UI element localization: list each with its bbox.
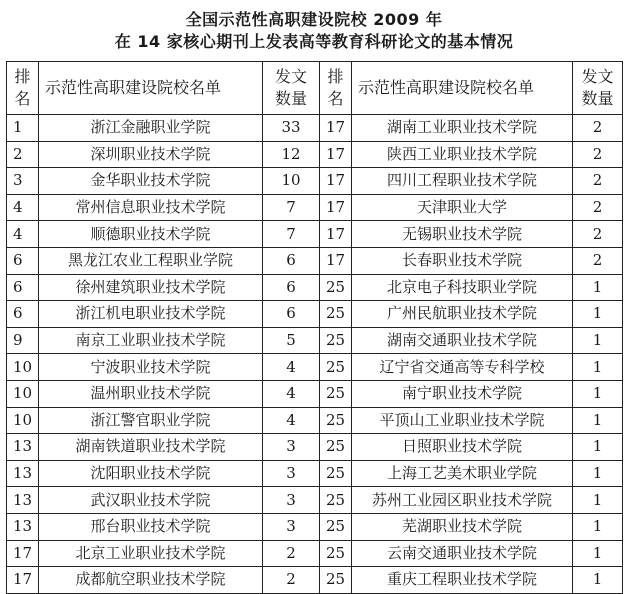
college-name-cell: 金华职业技术学院 — [39, 168, 263, 195]
college-name-cell: 常州信息职业技术学院 — [39, 194, 263, 221]
table-row — [7, 301, 623, 328]
table-row — [7, 513, 623, 540]
count-header: 发文 数量 — [263, 62, 320, 115]
college-name-cell: 武汉职业技术学院 — [39, 487, 263, 514]
count-cell: 1 — [573, 301, 623, 328]
table-row — [7, 141, 623, 168]
college-name-cell: 日照职业技术学院 — [352, 434, 573, 461]
count-cell: 6 — [263, 247, 320, 274]
title-line-2: 在 14 家核心期刊上发表高等教育科研论文的基本情况 — [114, 32, 514, 51]
rank-cell: 17 — [320, 168, 352, 195]
count-cell: 2 — [263, 567, 320, 594]
college-name-cell: 辽宁省交通高等专科学校 — [352, 354, 573, 381]
table-row — [7, 487, 623, 514]
count-cell: 4 — [263, 380, 320, 407]
college-name-cell: 四川工程职业技术学院 — [352, 168, 573, 195]
count-cell: 10 — [263, 168, 320, 195]
count-cell: 3 — [263, 487, 320, 514]
college-name-cell: 广州民航职业技术学院 — [352, 301, 573, 328]
college-name-cell: 北京工业职业技术学院 — [39, 540, 263, 567]
rank-cell: 25 — [320, 540, 352, 567]
college-name-cell: 天津职业大学 — [352, 194, 573, 221]
header-row — [7, 62, 623, 115]
table-row — [7, 354, 623, 381]
table-row — [7, 247, 623, 274]
count-cell: 1 — [573, 540, 623, 567]
rank-cell: 25 — [320, 327, 352, 354]
title-line-1: 全国示范性高职建设院校 2009 年 — [185, 10, 443, 29]
count-header-2: 发文 数量 — [573, 62, 623, 115]
count-cell: 2 — [573, 247, 623, 274]
count-cell: 2 — [573, 141, 623, 168]
table-row — [7, 327, 623, 354]
college-name-cell: 邢台职业技术学院 — [39, 513, 263, 540]
college-name-cell: 南京工业职业技术学院 — [39, 327, 263, 354]
count-cell: 1 — [573, 354, 623, 381]
count-cell: 1 — [573, 274, 623, 301]
table-row — [7, 460, 623, 487]
count-cell: 4 — [263, 407, 320, 434]
rank-cell: 25 — [320, 354, 352, 381]
table-row — [7, 115, 623, 142]
college-name-cell: 重庆工程职业技术学院 — [352, 567, 573, 594]
rank-header: 排 名 — [7, 62, 39, 115]
college-name-cell: 湖南铁道职业技术学院 — [39, 434, 263, 461]
count-cell: 2 — [573, 168, 623, 195]
table-row — [7, 567, 623, 594]
table-row — [7, 221, 623, 248]
college-name-cell: 沈阳职业技术学院 — [39, 460, 263, 487]
name-header: 示范性高职建设院校名单 — [39, 62, 263, 115]
rank-cell: 6 — [7, 274, 39, 301]
count-cell: 33 — [263, 115, 320, 142]
college-name-cell: 上海工艺美术职业学院 — [352, 460, 573, 487]
count-cell: 1 — [573, 327, 623, 354]
count-cell: 3 — [263, 513, 320, 540]
count-cell: 1 — [573, 513, 623, 540]
table-row — [7, 194, 623, 221]
rank-header-2: 排 名 — [320, 62, 352, 115]
rank-cell: 9 — [7, 327, 39, 354]
rank-cell: 10 — [7, 354, 39, 381]
count-cell: 7 — [263, 221, 320, 248]
rank-cell: 25 — [320, 380, 352, 407]
rank-cell: 13 — [7, 434, 39, 461]
rank-cell: 17 — [320, 194, 352, 221]
count-cell: 1 — [573, 460, 623, 487]
count-cell: 2 — [573, 115, 623, 142]
table-row — [7, 407, 623, 434]
college-name-cell: 长春职业技术学院 — [352, 247, 573, 274]
count-cell: 12 — [263, 141, 320, 168]
rank-cell: 17 — [7, 567, 39, 594]
rank-cell: 17 — [320, 221, 352, 248]
college-name-cell: 湖南交通职业技术学院 — [352, 327, 573, 354]
college-name-cell: 苏州工业园区职业技术学院 — [352, 487, 573, 514]
college-name-cell: 成都航空职业技术学院 — [39, 567, 263, 594]
rank-cell: 17 — [7, 540, 39, 567]
rank-cell: 13 — [7, 460, 39, 487]
table-title — [0, 0, 628, 55]
count-cell: 3 — [263, 434, 320, 461]
college-name-cell: 浙江机电职业技术学院 — [39, 301, 263, 328]
college-name-cell: 温州职业技术学院 — [39, 380, 263, 407]
count-cell: 7 — [263, 194, 320, 221]
table-row — [7, 168, 623, 195]
rank-cell: 13 — [7, 513, 39, 540]
college-name-cell: 平顶山工业职业技术学院 — [352, 407, 573, 434]
rank-cell: 17 — [320, 247, 352, 274]
table-row — [7, 380, 623, 407]
rank-cell: 25 — [320, 301, 352, 328]
college-name-cell: 芜湖职业技术学院 — [352, 513, 573, 540]
college-name-cell: 陕西工业职业技术学院 — [352, 141, 573, 168]
rank-cell: 1 — [7, 115, 39, 142]
count-cell: 2 — [573, 194, 623, 221]
rank-cell: 3 — [7, 168, 39, 195]
college-name-cell: 浙江金融职业学院 — [39, 115, 263, 142]
rank-cell: 25 — [320, 567, 352, 594]
count-cell: 6 — [263, 274, 320, 301]
table-row — [7, 434, 623, 461]
college-name-cell: 徐州建筑职业技术学院 — [39, 274, 263, 301]
rank-cell: 2 — [7, 141, 39, 168]
college-name-cell: 北京电子科技职业学院 — [352, 274, 573, 301]
rank-cell: 6 — [7, 247, 39, 274]
count-cell: 1 — [573, 567, 623, 594]
college-name-cell: 宁波职业技术学院 — [39, 354, 263, 381]
college-name-cell: 浙江警官职业学院 — [39, 407, 263, 434]
college-name-cell: 云南交通职业技术学院 — [352, 540, 573, 567]
rank-cell: 4 — [7, 221, 39, 248]
rank-cell: 17 — [320, 115, 352, 142]
rank-cell: 25 — [320, 274, 352, 301]
count-cell: 2 — [263, 540, 320, 567]
table-row — [7, 274, 623, 301]
rank-cell: 25 — [320, 434, 352, 461]
rank-cell: 6 — [7, 301, 39, 328]
table-row — [7, 540, 623, 567]
college-name-cell: 顺德职业技术学院 — [39, 221, 263, 248]
count-cell: 1 — [573, 434, 623, 461]
count-cell: 5 — [263, 327, 320, 354]
rank-cell: 10 — [7, 407, 39, 434]
rank-cell: 13 — [7, 487, 39, 514]
rank-cell: 10 — [7, 380, 39, 407]
college-name-cell: 湖南工业职业技术学院 — [352, 115, 573, 142]
rank-cell: 25 — [320, 460, 352, 487]
college-name-cell: 南宁职业技术学院 — [352, 380, 573, 407]
count-cell: 6 — [263, 301, 320, 328]
college-name-cell: 深圳职业技术学院 — [39, 141, 263, 168]
count-cell: 1 — [573, 487, 623, 514]
college-publication-table — [6, 61, 623, 594]
college-name-cell: 黑龙江农业工程职业学院 — [39, 247, 263, 274]
table-body — [7, 115, 623, 594]
count-cell: 2 — [573, 221, 623, 248]
count-cell: 4 — [263, 354, 320, 381]
name-header-2: 示范性高职建设院校名单 — [352, 62, 573, 115]
count-cell: 1 — [573, 380, 623, 407]
rank-cell: 25 — [320, 407, 352, 434]
count-cell: 3 — [263, 460, 320, 487]
count-cell: 1 — [573, 407, 623, 434]
rank-cell: 17 — [320, 141, 352, 168]
rank-cell: 25 — [320, 487, 352, 514]
college-name-cell: 无锡职业技术学院 — [352, 221, 573, 248]
rank-cell: 25 — [320, 513, 352, 540]
rank-cell: 4 — [7, 194, 39, 221]
